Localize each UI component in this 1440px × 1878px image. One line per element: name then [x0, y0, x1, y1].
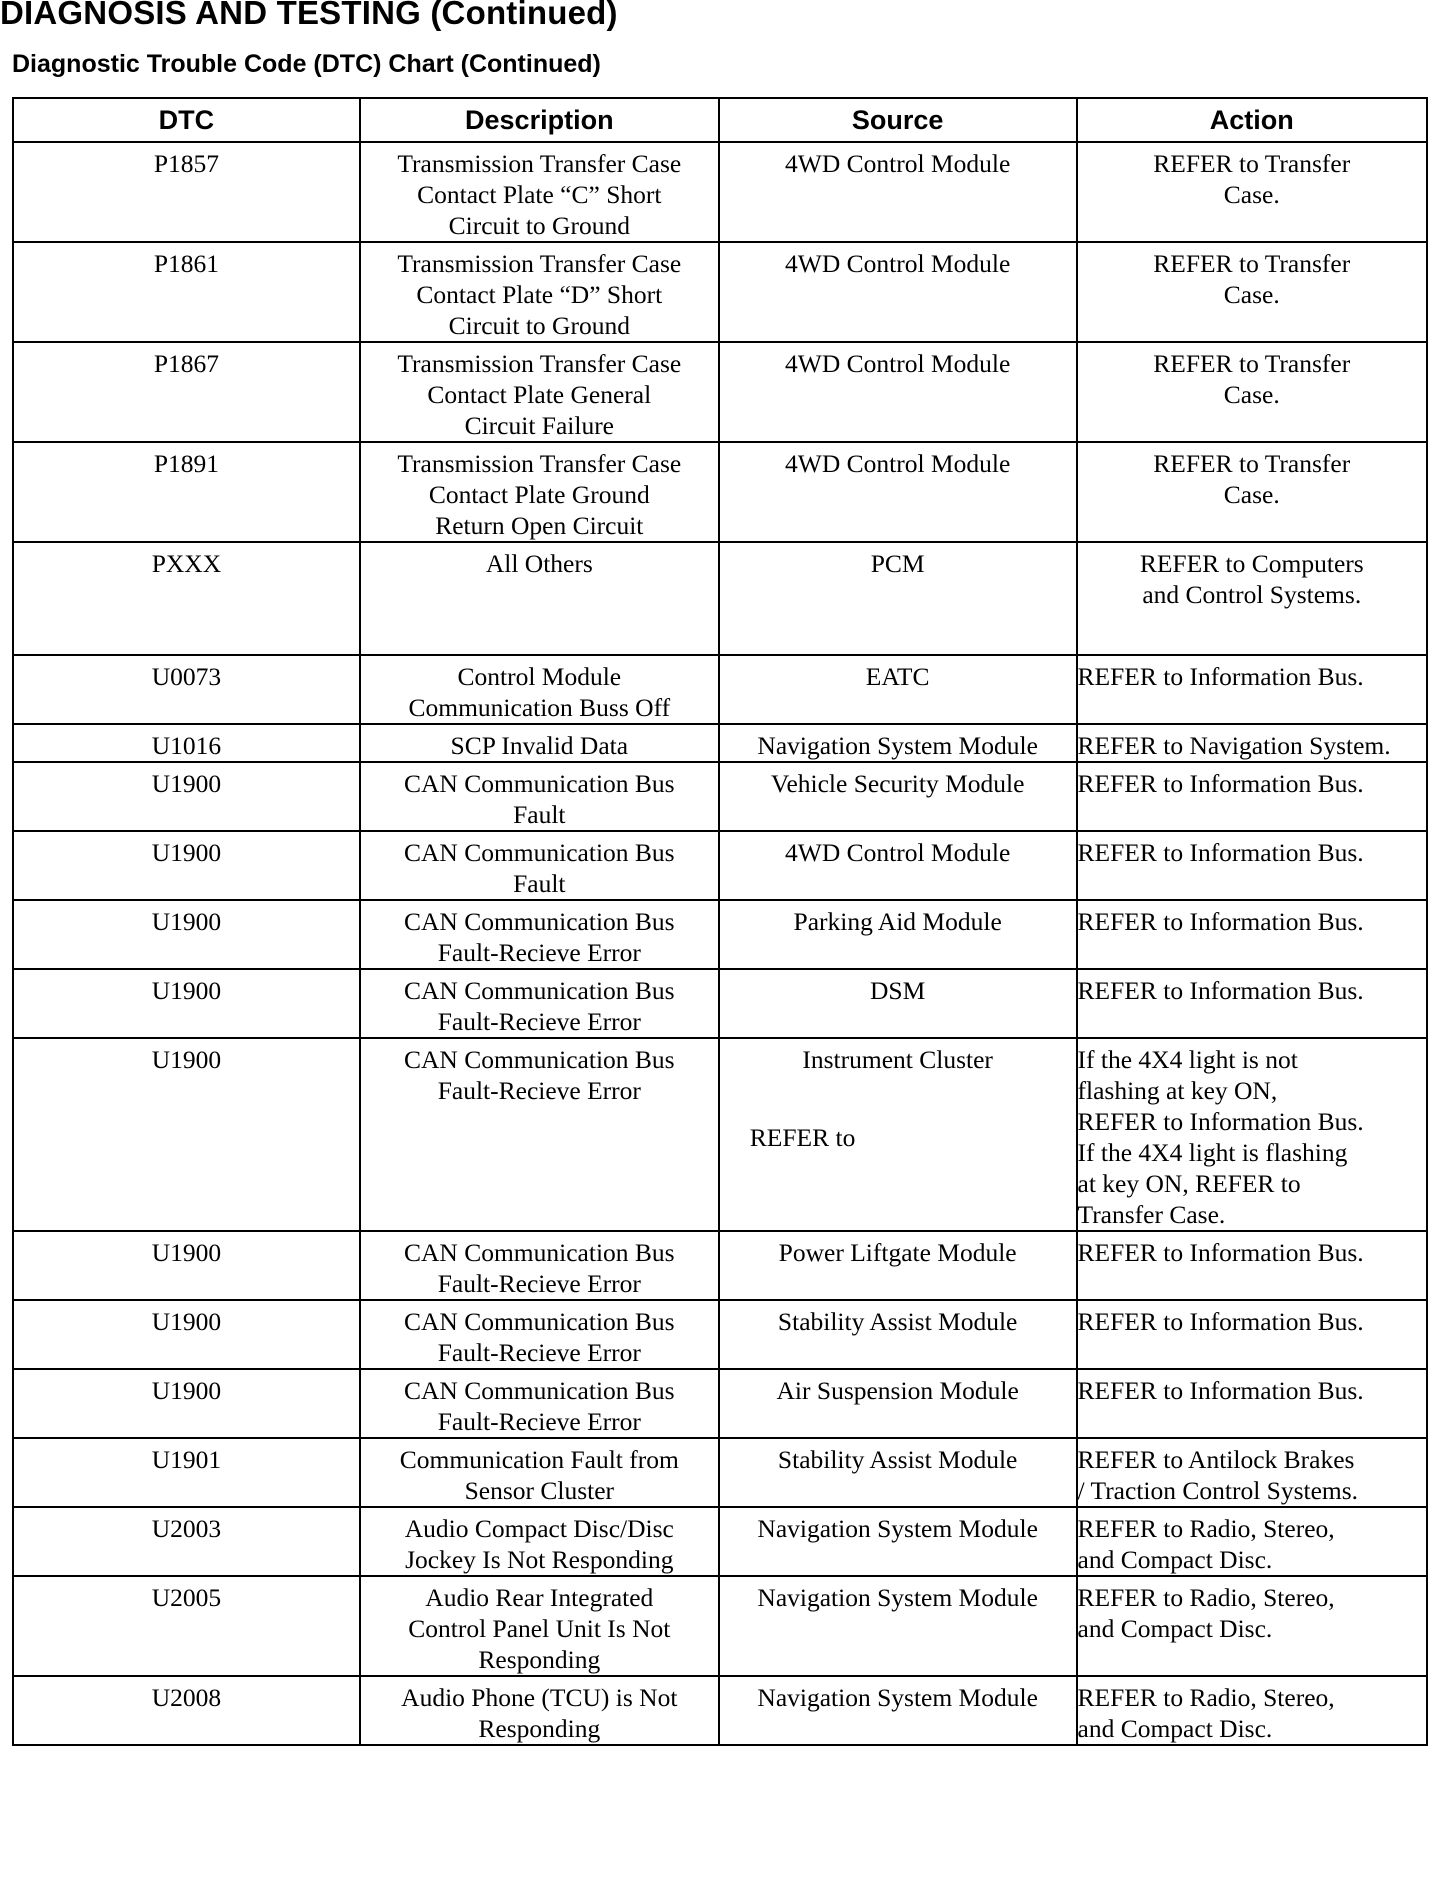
description-line: CAN Communication Bus [404, 769, 675, 798]
source-cell: Navigation System Module [719, 1507, 1077, 1576]
table-row [13, 724, 1427, 762]
description-cell [360, 969, 719, 1038]
action-line: Case. [1223, 180, 1280, 209]
action-cell [1077, 1231, 1427, 1300]
column-header-source: Source [719, 98, 1077, 142]
description-cell [360, 542, 719, 655]
action-cell [1077, 142, 1427, 242]
table-row [13, 1676, 1427, 1745]
action-line: REFER to Transfer [1153, 149, 1351, 178]
action-line: REFER to Information Bus. [1077, 838, 1364, 867]
table-row [13, 342, 1427, 442]
action-line: and Compact Disc. [1077, 1614, 1273, 1643]
action-cell [1077, 342, 1427, 442]
dtc-code-cell: U1900 [13, 831, 360, 900]
action-cell [1077, 542, 1427, 655]
description-line: Fault-Recieve Error [437, 1076, 641, 1105]
table-body [13, 142, 1427, 1745]
action-line: REFER to Information Bus. [1077, 662, 1364, 691]
dtc-code-cell: U1900 [13, 1369, 360, 1438]
action-line: REFER to Information Bus. [1077, 1376, 1364, 1405]
action-line: / Traction Control Systems. [1077, 1476, 1359, 1505]
action-line: REFER to Radio, Stereo, [1077, 1683, 1335, 1712]
table-row [13, 1231, 1427, 1300]
description-line: Transmission Transfer Case [397, 249, 682, 278]
source-cell: Vehicle Security Module [719, 762, 1077, 831]
action-cell [1077, 1438, 1427, 1507]
description-line: Contact Plate “D” Short [416, 280, 663, 309]
description-line: Contact Plate Ground [428, 480, 650, 509]
description-cell [360, 142, 719, 242]
action-line: REFER to Transfer [1153, 349, 1351, 378]
action-line: REFER to Information Bus. [1077, 1238, 1364, 1267]
page-heading: DIAGNOSIS AND TESTING (Continued) [0, 0, 618, 31]
action-cell [1077, 1300, 1427, 1369]
action-cell [1077, 242, 1427, 342]
source-cell: Parking Aid Module [719, 900, 1077, 969]
source-cell: Navigation System Module [719, 724, 1077, 762]
table-row [13, 969, 1427, 1038]
action-line: REFER to Information Bus. [1077, 976, 1364, 1005]
action-line: If the 4X4 light is flashing [1077, 1138, 1348, 1167]
description-line: Transmission Transfer Case [397, 449, 682, 478]
table-row [13, 1300, 1427, 1369]
description-line: Contact Plate General [427, 380, 652, 409]
column-header-description: Description [360, 98, 719, 142]
action-line: REFER to Information Bus. [1077, 907, 1364, 936]
description-cell [360, 1576, 719, 1676]
description-line: Fault-Recieve Error [437, 938, 641, 967]
source-cell: DSM [719, 969, 1077, 1038]
description-line: CAN Communication Bus [404, 1238, 675, 1267]
action-cell [1077, 969, 1427, 1038]
source-note: REFER to [749, 1123, 856, 1152]
source-cell: 4WD Control Module [719, 831, 1077, 900]
action-line: REFER to Transfer [1153, 449, 1351, 478]
description-cell [360, 1676, 719, 1745]
table-row [13, 542, 1427, 655]
table-row [13, 762, 1427, 831]
description-cell [360, 655, 719, 724]
table-row [13, 1038, 1427, 1231]
source-line: Instrument Cluster [802, 1045, 993, 1074]
description-cell [360, 762, 719, 831]
action-cell [1077, 1507, 1427, 1576]
description-cell [360, 1300, 719, 1369]
action-line: and Control Systems. [1142, 580, 1362, 609]
description-cell [360, 442, 719, 542]
description-line: Return Open Circuit [435, 511, 644, 540]
description-cell [360, 1507, 719, 1576]
description-line: Circuit to Ground [448, 311, 630, 340]
table-row [13, 655, 1427, 724]
description-cell [360, 1038, 719, 1231]
description-line: Circuit Failure [464, 411, 615, 440]
source-cell: PCM [719, 542, 1077, 655]
action-line: REFER to Radio, Stereo, [1077, 1514, 1335, 1543]
action-cell [1077, 655, 1427, 724]
description-line: Audio Phone (TCU) is Not [401, 1683, 678, 1712]
action-line: Transfer Case. [1077, 1200, 1226, 1229]
dtc-code-cell: P1861 [13, 242, 360, 342]
source-cell: Air Suspension Module [719, 1369, 1077, 1438]
dtc-code-cell: U2005 [13, 1576, 360, 1676]
dtc-code-cell: U0073 [13, 655, 360, 724]
description-line: Transmission Transfer Case [397, 149, 682, 178]
description-line: Fault [513, 800, 566, 829]
source-cell: 4WD Control Module [719, 442, 1077, 542]
dtc-code-cell: U1900 [13, 1038, 360, 1231]
action-line: at key ON, REFER to [1077, 1169, 1301, 1198]
dtc-code-cell: PXXX [13, 542, 360, 655]
description-cell [360, 1369, 719, 1438]
action-line: and Compact Disc. [1077, 1545, 1273, 1574]
action-line: REFER to Information Bus. [1077, 1107, 1364, 1136]
action-line: REFER to Computers [1139, 549, 1364, 578]
dtc-code-cell: U1901 [13, 1438, 360, 1507]
source-cell: Navigation System Module [719, 1576, 1077, 1676]
action-line: Case. [1223, 480, 1280, 509]
description-line: Fault [513, 869, 566, 898]
source-cell [719, 1038, 1077, 1231]
description-line: Fault-Recieve Error [437, 1007, 641, 1036]
description-line: Sensor Cluster [464, 1476, 615, 1505]
source-cell: Stability Assist Module [719, 1300, 1077, 1369]
action-cell [1077, 900, 1427, 969]
dtc-code-cell: P1857 [13, 142, 360, 242]
action-cell [1077, 1576, 1427, 1676]
description-cell [360, 342, 719, 442]
source-cell: Stability Assist Module [719, 1438, 1077, 1507]
source-cell: Power Liftgate Module [719, 1231, 1077, 1300]
source-cell: Navigation System Module [719, 1676, 1077, 1745]
dtc-code-cell: P1891 [13, 442, 360, 542]
dtc-code-cell: U1900 [13, 1231, 360, 1300]
table-row [13, 1369, 1427, 1438]
description-line: Fault-Recieve Error [437, 1338, 641, 1367]
action-line: REFER to Radio, Stereo, [1077, 1583, 1335, 1612]
action-line: flashing at key ON, [1077, 1076, 1278, 1105]
description-line: Responding [478, 1714, 601, 1743]
dtc-code-cell: U2008 [13, 1676, 360, 1745]
description-line: CAN Communication Bus [404, 976, 675, 1005]
source-cell: 4WD Control Module [719, 342, 1077, 442]
description-line: All Others [485, 549, 593, 578]
description-line: Control Panel Unit Is Not [408, 1614, 671, 1643]
dtc-code-cell: U1016 [13, 724, 360, 762]
source-cell: 4WD Control Module [719, 142, 1077, 242]
description-line: Communication Buss Off [408, 693, 671, 722]
action-cell [1077, 1369, 1427, 1438]
table-row [13, 831, 1427, 900]
description-line: Transmission Transfer Case [397, 349, 682, 378]
description-line: CAN Communication Bus [404, 1045, 675, 1074]
column-header-dtc: DTC [13, 98, 360, 142]
action-cell [1077, 1676, 1427, 1745]
dtc-code-cell: U1900 [13, 1300, 360, 1369]
action-line: REFER to Information Bus. [1077, 769, 1364, 798]
chart-subheading: Diagnostic Trouble Code (DTC) Chart (Continued) [12, 50, 601, 78]
description-line: Fault-Recieve Error [437, 1407, 641, 1436]
table-row [13, 442, 1427, 542]
action-line: REFER to Information Bus. [1077, 1307, 1364, 1336]
description-cell [360, 831, 719, 900]
description-cell [360, 1231, 719, 1300]
description-line: SCP Invalid Data [450, 731, 629, 760]
dtc-code-cell: U1900 [13, 969, 360, 1038]
column-header-action: Action [1077, 98, 1427, 142]
table-row [13, 1576, 1427, 1676]
action-line: REFER to Antilock Brakes [1077, 1445, 1355, 1474]
dtc-code-cell: U1900 [13, 762, 360, 831]
action-cell [1077, 1038, 1427, 1231]
dtc-code-cell: U1900 [13, 900, 360, 969]
description-line: Control Module [457, 662, 622, 691]
description-line: Circuit to Ground [448, 211, 630, 240]
source-cell: EATC [719, 655, 1077, 724]
action-cell [1077, 831, 1427, 900]
table-row [13, 1507, 1427, 1576]
description-line: Fault-Recieve Error [437, 1269, 641, 1298]
table-row [13, 1438, 1427, 1507]
dtc-code-cell: P1867 [13, 342, 360, 442]
action-cell [1077, 724, 1427, 762]
description-cell [360, 1438, 719, 1507]
dtc-code-cell: U2003 [13, 1507, 360, 1576]
description-cell [360, 900, 719, 969]
source-cell: 4WD Control Module [719, 242, 1077, 342]
action-line: and Compact Disc. [1077, 1714, 1273, 1743]
description-line: Contact Plate “C” Short [417, 180, 662, 209]
description-cell [360, 724, 719, 762]
table-row [13, 142, 1427, 242]
description-line: Jockey Is Not Responding [405, 1545, 674, 1574]
table-row [13, 242, 1427, 342]
description-line: Communication Fault from [399, 1445, 679, 1474]
description-line: CAN Communication Bus [404, 838, 675, 867]
action-line: If the 4X4 light is not [1077, 1045, 1298, 1074]
description-cell [360, 242, 719, 342]
description-line: Responding [478, 1645, 601, 1674]
description-line: CAN Communication Bus [404, 907, 675, 936]
action-cell [1077, 762, 1427, 831]
description-line: CAN Communication Bus [404, 1376, 675, 1405]
action-line: REFER to Transfer [1153, 249, 1351, 278]
description-line: Audio Compact Disc/Disc [404, 1514, 674, 1543]
action-line: Case. [1223, 380, 1280, 409]
description-line: Audio Rear Integrated [425, 1583, 654, 1612]
action-cell [1077, 442, 1427, 542]
description-line: CAN Communication Bus [404, 1307, 675, 1336]
table-row [13, 900, 1427, 969]
action-line: REFER to Navigation System. [1077, 731, 1391, 760]
table-header-row [13, 98, 1427, 142]
dtc-table [12, 97, 1428, 1746]
action-line: Case. [1223, 280, 1280, 309]
